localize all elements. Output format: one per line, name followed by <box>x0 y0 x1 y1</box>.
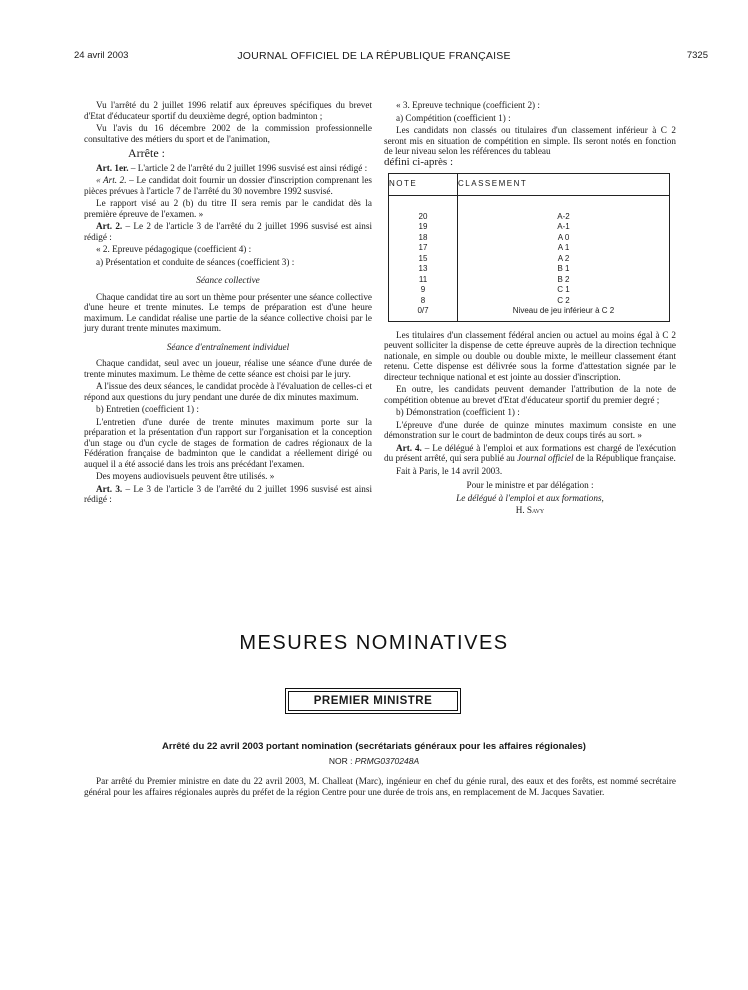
signature-delegue-text: Le délégué à l'emploi et aux formations, <box>456 492 604 503</box>
table-cell-classement: B 2 <box>557 274 570 284</box>
titulaires-paragraph: Les titulaires d'un classement fédéral ancien ou actuel au moins égal à C 2 peuvent solliciter la dispense de cette épreuve auprès de la direction technique nationale, en simple ou double ou double mixte, le meilleur classement étant retenu. Cette dispense est délivrée sous la forme d'attestation signée par le directeur technique national et est jointe au dossier d'inscription. <box>384 329 676 382</box>
article-3 <box>84 484 372 505</box>
article-4-text-b: de la République française. <box>573 453 676 463</box>
right-column <box>384 100 676 518</box>
signature-name: H. Savy <box>515 505 545 515</box>
table-row <box>389 195 670 222</box>
entretien-heading: b) Entretien (coefficient 1) : <box>96 404 199 414</box>
ministre-box <box>285 688 461 714</box>
table-cell-classement: C 1 <box>557 285 570 294</box>
table-row <box>389 285 670 296</box>
table-cell-note: 18 <box>389 233 458 244</box>
table-row <box>389 296 670 307</box>
seance-collective-text: Chaque candidat tire au sort un thème pour présenter une séance collective d'une heure et trente minutes. Le temps de préparation est d'une heure maximum. Le candidat réalise une partie de la séance collective choisi par le jury durant trente minutes maximum. <box>84 291 372 333</box>
article-2-quote-label: « Art. 2. <box>96 175 127 185</box>
defini-ci-apres: défini ci-après : <box>384 155 454 168</box>
article-2-label: Art. 2. <box>96 221 123 231</box>
left-column <box>84 100 372 507</box>
table-cell-note: 13 <box>389 264 458 275</box>
rapport-paragraph: Le rapport visé au 2 (b) du titre II sera remis par le candidat dès la première épreuve de l'examen. » <box>84 198 372 219</box>
visa-1: Vu l'arrêté du 2 juillet 1996 relatif aux épreuves spécifiques du brevet d'Etat d'éducateur sportif du deuxième degré, option badminton ; <box>84 100 372 121</box>
article-2-quote-text: – Le candidat doit fournir un dossier d'inscription comprenant les pièces prévues à l'article 7 de l'arrêté du 30 novembre 1992 susvisé. <box>84 175 373 196</box>
nomination-paragraph: Par arrêté du Premier ministre en date du 22 avril 2003, M. Challeat (Marc), ingénieur en chef du génie rural, des eaux et des forêts, est nommé secrétaire général pour les affaires régionales auprès du préfet de la région Centre pour une durée de trois ans, en remplacement de M. Jacques Savatier. <box>84 776 676 797</box>
article-3-label: Art. 3. <box>96 483 123 494</box>
table-row <box>389 222 670 233</box>
nor-label: NOR : <box>328 756 355 766</box>
classement-table <box>388 173 670 322</box>
table-cell-classement: A 1 <box>557 243 570 252</box>
article-4-text-a: – Le délégué à l'emploi et aux formations est chargé de l'exécution du présent arrêté, qui sera publié au <box>384 442 677 463</box>
visa-2: Vu l'avis du 16 décembre 2002 de la commission professionnelle consultative des métiers du sport et de l'animation, <box>84 123 372 144</box>
table-row <box>389 243 670 254</box>
table-cell-classement: B 1 <box>557 264 570 273</box>
seance-individuel-heading: Séance d'entraînement individuel <box>166 341 290 352</box>
demonstration-text: L'épreuve d'une durée de quinze minutes maximum consiste en une démonstration sur le court de badminton de deux coups tirés au sort. » <box>384 419 676 440</box>
table-row <box>389 254 670 265</box>
article-1-text: – L'article 2 de l'arrêté du 2 juillet 1996 susvisé est ainsi rédigé : <box>128 162 368 173</box>
header-title: JOURNAL OFFICIEL DE LA RÉPUBLIQUE FRANÇAISE <box>237 50 511 62</box>
table-header-classement: CLASSEMENT <box>458 174 670 196</box>
article-1 <box>84 163 372 174</box>
entretien-text: L'entretien d'une durée de trente minutes maximum porte sur la préparation et la présentation d'un rapport sur l'organisation et la conception d'un stage ou d'un cycle de stages de formation de cadres régionaux de la Fédération française de badminton que le candidat a réellement dirigé ou auquel il a été associé dans les trois ans précédant l'examen. <box>84 416 372 469</box>
article-4 <box>384 443 676 464</box>
table-row <box>389 264 670 275</box>
table-cell-classement: A-2 <box>557 211 570 221</box>
nor-value: PRMG0370248A <box>354 756 420 766</box>
table-cell-note: 9 <box>389 285 458 296</box>
article-3-text: – Le 3 de l'article 3 de l'arrêté du 2 juillet 1996 susvisé est ainsi rédigé : <box>84 483 372 504</box>
table-cell-note: 17 <box>389 243 458 254</box>
article-4-label: Art. 4. <box>396 442 422 453</box>
epreuve-technique: « 3. Epreuve technique (coefficient 2) : <box>396 100 540 110</box>
ministre-label: PREMIER MINISTRE <box>288 691 458 711</box>
seance-collective-heading: Séance collective <box>196 275 260 285</box>
article-2-text: – Le 2 de l'article 3 de l'arrêté du 2 juillet 1996 susvisé est ainsi rédigé : <box>84 221 372 242</box>
demonstration-heading: b) Démonstration (coefficient 1) : <box>396 407 520 417</box>
competition-text <box>384 125 676 167</box>
table-cell-classement: Niveau de jeu inférieur à C 2 <box>512 306 615 315</box>
competition-text-body: Les candidats non classés ou titulaires d'un classement inférieur à C 2 seront mis en situation de compétition en simple. Ils seront notés en fonction de leur niveau selon les références du tableau <box>384 125 676 156</box>
table-header-row <box>389 174 670 196</box>
seance-individuel-text: Chaque candidat, seul avec un joueur, réalise une séance d'une durée de trente minutes maximum. Le thème de cette séance est choisi par le jury. <box>84 358 372 379</box>
competition-heading: a) Compétition (coefficient 1) : <box>396 112 511 123</box>
article-2-quote <box>84 175 372 196</box>
arrete-title: Arrêté du 22 avril 2003 portant nomination (secrétariats généraux pour les affaires régionales) <box>162 741 586 752</box>
fait-a-paris: Fait à Paris, le 14 avril 2003. <box>396 465 503 476</box>
table-cell-classement: A 0 <box>557 232 570 242</box>
issue-paragraph: A l'issue des deux séances, le candidat procède à l'évaluation de celles-ci et répond aux questions du jury pendant une durée de dix minutes maximum. <box>84 381 373 402</box>
table-cell-classement: A-1 <box>557 222 570 231</box>
table-header-note: NOTE <box>389 174 458 196</box>
table-row <box>389 233 670 244</box>
presentation-seances: a) Présentation et conduite de séances (coefficient 3) : <box>96 256 295 267</box>
signature-delegue <box>384 493 676 504</box>
table-cell-classement: A 2 <box>557 253 570 263</box>
table-cell-note: 11 <box>389 275 458 286</box>
article-2 <box>84 221 372 242</box>
table-cell-note: 8 <box>389 296 458 307</box>
en-outre-paragraph: En outre, les candidats peuvent demander l'attribution de la note de compétition obtenue au brevet d'Etat d'éducateur sportif du premier degré ; <box>384 384 676 405</box>
header-page-number: 7325 <box>686 50 708 61</box>
table-cell-note: 20 <box>389 195 458 222</box>
table-cell-note: 15 <box>389 254 458 265</box>
table-cell-classement: C 2 <box>557 295 570 305</box>
nor-line <box>0 756 748 766</box>
article-1-label: Art. 1er. <box>96 162 129 173</box>
section-title: MESURES NOMINATIVES <box>239 632 509 654</box>
table-cell-note: 19 <box>389 222 458 233</box>
table-row <box>389 306 670 321</box>
epreuve-pedagogique: « 2. Epreuve pédagogique (coefficient 4) : <box>96 244 252 254</box>
header-date: 24 avril 2003 <box>74 50 129 61</box>
signature-pour: Pour le ministre et par délégation : <box>466 480 594 490</box>
moyens-paragraph: Des moyens audiovisuels peuvent être utilisés. » <box>96 471 275 481</box>
arrete-heading: Arrête : <box>128 146 165 160</box>
table-row <box>389 275 670 286</box>
table-cell-note: 0/7 <box>389 306 458 321</box>
journal-officiel-ref: Journal officiel <box>517 453 574 463</box>
